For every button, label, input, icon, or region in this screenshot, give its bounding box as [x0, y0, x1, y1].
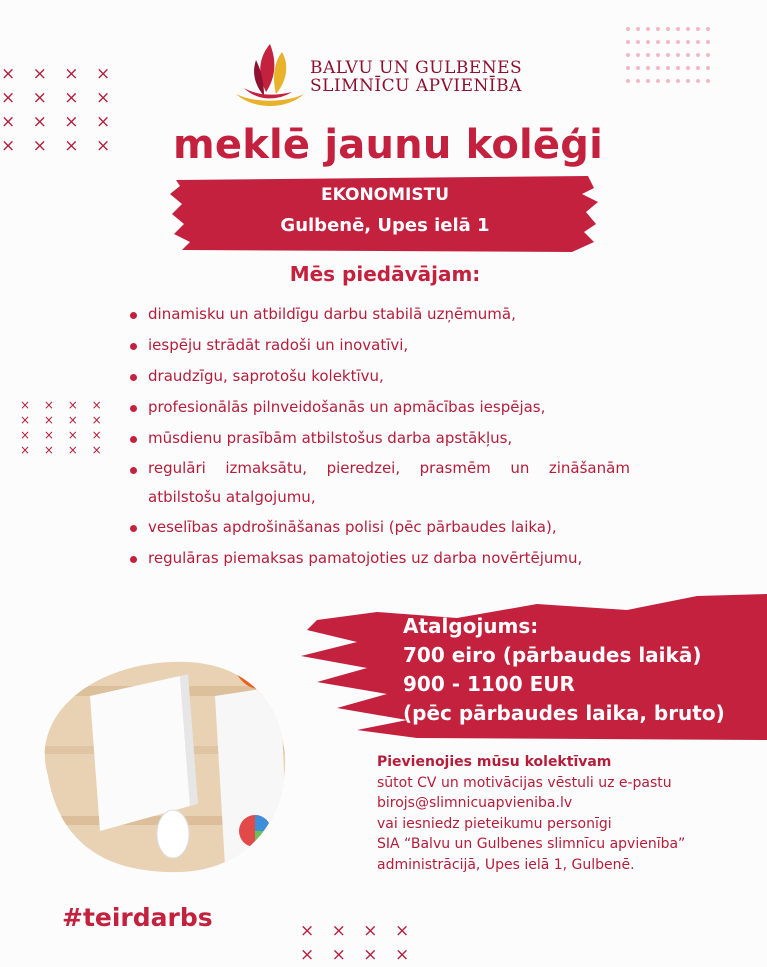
flame-lotus-icon: [230, 36, 308, 112]
decorative-x-pattern-bottom: × × × × × × × ×: [300, 921, 416, 965]
headline: meklē jaunu kolēģi: [172, 122, 604, 168]
salary-note: (pēc pārbaudes laika, bruto): [403, 701, 725, 725]
offer-list: [128, 299, 652, 574]
list-item: dinamisku un atbildīgu darbu stabilā uzņēmumā,: [128, 299, 652, 330]
position-location: Gulbenē, Upes ielā 1: [280, 215, 490, 236]
position-title: EKONOMISTU: [320, 185, 450, 205]
wrapped-line-1: regulāri izmaksātu, pieredzei, prasmēm un zināšanām: [148, 459, 630, 477]
list-item: iespēju strādāt radoši un inovatīvi,: [128, 330, 652, 361]
list-item-wrapped: [128, 454, 652, 512]
decorative-x-pattern-mid-left: × × × × × × × × × × × × × × × ×: [20, 398, 107, 457]
apply-info: [377, 752, 737, 875]
apply-email[interactable]: birojs@slimnicuapvieniba.lv: [377, 795, 573, 811]
list-item: veselības apdrošināšanas polisi (pēc pārbaudes laika),: [128, 512, 652, 543]
office-desk-photo: [30, 656, 290, 876]
list-item: regulāras piemaksas pamatojoties uz darba novērtējumu,: [128, 543, 652, 574]
logo-line2: SLIMNĪCU APVIENĪBA: [310, 75, 522, 96]
apply-line: SIA “Balvu un Gulbenes slimnīcu apvienība”: [377, 836, 686, 852]
salary-trial: 700 eiro (pārbaudes laikā): [403, 643, 702, 667]
salary-block: [403, 612, 725, 728]
decorative-x-pattern-top-left: × × × × × × × × × × × × × × × ×: [1, 64, 117, 156]
logo-line1: BALVU UN GULBENES: [310, 58, 523, 78]
logo: [230, 36, 530, 112]
list-item: mūsdienu prasībām atbilstošus darba apstākļus,: [128, 423, 652, 454]
apply-line: vai iesniedz pieteikumu personīgi: [377, 815, 612, 832]
wrapped-line-2: atbilstošu atalgojumu,: [148, 488, 316, 506]
salary-label: Atalgojums:: [403, 614, 539, 638]
decorative-dot-grid: [626, 27, 716, 83]
apply-line: administrācijā, Upes ielā 1, Gulbenē.: [377, 856, 635, 873]
hashtag: #teirdarbs: [62, 903, 213, 932]
apply-heading: Pievienojies mūsu kolektīvam: [377, 754, 612, 770]
offer-title: Mēs piedāvājam:: [289, 262, 481, 286]
apply-line: sūtot CV un motivācijas vēstuli uz e-pastu: [377, 774, 672, 791]
salary-range: 900 - 1100 EUR: [403, 672, 575, 696]
list-item: profesionālās pilnveidošanās un apmācības iespējas,: [128, 392, 652, 423]
list-item: draudzīgu, saprotošu kolektīvu,: [128, 361, 652, 392]
